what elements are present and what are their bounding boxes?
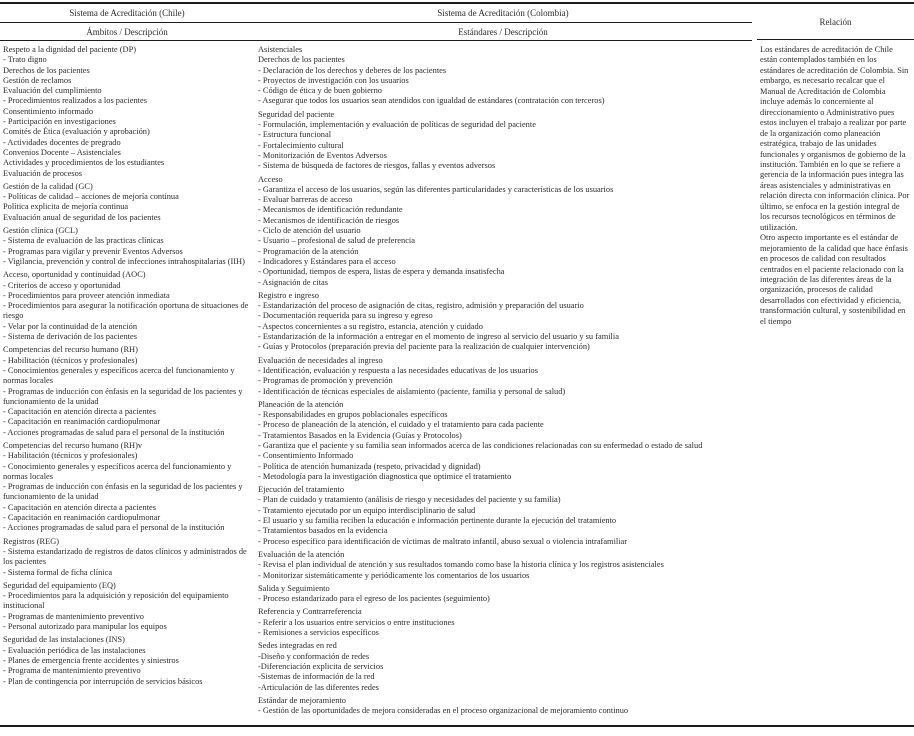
colombia-item: - Responsabilidades en grupos poblacionales específicos (258, 410, 448, 420)
colombia-item: - Indicadores y Estándares para el acceso (258, 256, 396, 266)
chile-group-heading: Competencias del recurso humano (RH)v (3, 440, 143, 450)
chile-group-heading: Gestión de la calidad (GC) (3, 181, 93, 191)
colombia-group-heading: Referencia y Contrarreferencia (258, 607, 362, 617)
chile-group (3, 182, 254, 223)
colombia-item: - Estructura funcional (258, 130, 332, 140)
chile-item: - Programas de mantenimiento preventivo (3, 611, 144, 621)
chile-item: Convenios Docente – Asistenciales (3, 147, 121, 157)
colombia-item: - Tratamientos basados en la evidencia (258, 526, 388, 536)
chile-item: - Evaluación periódica de las instalaciones (3, 645, 146, 655)
colombia-item: - Garantiza el acceso de los usuarios, según las diferentes particularidades y características de los usuarios (258, 184, 614, 194)
colombia-item: -Articulación de las diferentes redes (258, 682, 379, 692)
header-left-block (0, 4, 752, 41)
chile-column-subtitle: Ámbitos / Descripción (86, 26, 168, 37)
chile-item: - Personal autorizado para manipular los equipos (3, 622, 167, 632)
colombia-column-subtitle: Estándares / Descripción (458, 26, 548, 37)
chile-item: - Criterios de acceso y oportunidad (3, 280, 121, 290)
chile-item: - Políticas de calidad – acciones de mejoría continua (3, 192, 179, 202)
chile-item: - Trato digno (3, 55, 47, 65)
colombia-item: - Tratamiento ejecutado por un equipo interdisciplinario de salud (258, 505, 476, 515)
colombia-item: - Usuario – profesional de salud de preferencia (258, 236, 415, 246)
colombia-group (258, 55, 754, 106)
colombia-item: - Garantiza que el paciente y su familia sean informados acerca de las condiciones relacionadas con su enfermedad o estado de salud (258, 440, 703, 450)
colombia-item: - Programación de la atención (258, 246, 359, 256)
colombia-item: - Mecanismos de identificación redundante (258, 205, 403, 215)
colombia-group (258, 696, 754, 717)
colombia-item: - Formulación, implementación y evaluación de políticas de seguridad del paciente (258, 120, 536, 130)
colombia-item: - Política de atención humanizada (respeto, privacidad y dignidad) (258, 461, 481, 471)
colombia-item: -Sistemas de información de la red (258, 672, 375, 682)
chile-item: Gestión de reclamos (3, 75, 72, 85)
colombia-item: - Sistema de búsqueda de factores de riesgos, fallas y eventos adversos (258, 161, 496, 171)
chile-group-heading: Registros (REG) (3, 536, 60, 546)
chile-item: - Habilitación (técnicos y profesionales) (3, 355, 138, 365)
chile-item: - Programas de inducción con énfasis en la seguridad de los pacientes y funcionamiento de la unidad (3, 482, 243, 502)
colombia-group-heading: Evaluación de la atención (258, 549, 345, 559)
chile-item: - Sistema estandarizado de registros de datos clínicos y administrados de los pacientes (3, 546, 247, 567)
colombia-item: - Identificación de técnicas especiales de aislamiento (paciente, familia y personal de salud) (258, 386, 566, 396)
chile-group (3, 270, 254, 342)
colombia-item: - Proceso de planeación de la atención, el cuidado y el tratamiento para cada paciente (258, 420, 544, 430)
chile-item: - Sistema formal de ficha clínica (3, 567, 113, 577)
chile-column-title: Sistema de Acreditación (Chile) (69, 8, 185, 18)
colombia-item: - Mecanismos de identificación de riesgos (258, 215, 400, 225)
colombia-group (258, 641, 754, 692)
chile-item: Evaluación anual de seguridad de los pacientes (3, 212, 161, 222)
chile-item: - Actividades docentes de pregrado (3, 137, 121, 147)
colombia-item: - Monitorizar sistemáticamente y periódicamente los comentarios de los usuarios (258, 570, 530, 580)
colombia-group-heading: Sedes integradas en red (258, 641, 337, 651)
chile-group (3, 581, 254, 632)
chile-item: - Sistema de derivación de los pacientes (3, 332, 137, 342)
chile-item: - Plan de contingencia por interrupción de servicios básicos (3, 676, 203, 686)
chile-item: - Conocimientos generales y específicos acerca del funcionamiento y normas locales (3, 365, 235, 386)
colombia-item: - Estandarización del proceso de asignación de citas, registro, admisión y preparación del usuario (258, 301, 584, 311)
chile-item: - Acciones programadas de salud para el personal de la institución (3, 427, 225, 437)
chile-item: Derechos de los pacientes (3, 65, 90, 75)
chile-item: - Capacitación en atención directa a pacientes (3, 502, 156, 512)
colombia-group-heading: Derechos de los pacientes (258, 55, 345, 65)
chile-item: Evaluación de procesos (3, 168, 83, 178)
chile-item: - Programa de mantenimiento preventivo (3, 666, 141, 676)
chile-item: - Capacitación en reanimación cardiopulmonar (3, 417, 161, 427)
chile-item: - Participación en investigaciones (3, 117, 116, 127)
chile-item: Actividades y procedimientos de los estudiantes (3, 158, 165, 168)
colombia-item: -Diferenciación explicita de servicios (258, 661, 384, 671)
colombia-item: - Evaluar barreras de acceso (258, 195, 353, 205)
colombia-item: - Metodología para la investigación diagnostica que optimice el tratamiento (258, 471, 512, 481)
chile-group (3, 226, 254, 267)
colombia-group-heading: Ejecución del tratamiento (258, 485, 345, 495)
colombia-group-heading: Estándar de mejoramiento (258, 695, 346, 705)
chile-item: - Sistema de evaluación de las practicas clínicas (3, 236, 164, 246)
colombia-item: - Aspectos concernientes a su registro, estancia, atención y cuidado (258, 321, 483, 331)
chile-item: - Conocimiento generales y específicos acerca del funcionamiento y normas locales (3, 461, 232, 481)
chile-item: Consentimiento informado (3, 106, 94, 116)
colombia-item: - El usuario y su familia reciben la educación e información pertinente durante la ejecución del tratamiento (258, 516, 617, 526)
colombia-item: - Guías y Protocolos (preparación previa del paciente para la realización de cualquier intervención) (258, 342, 590, 352)
chile-item: - Planes de emergencia frente accidentes y siniestros (3, 655, 179, 665)
colombia-group (258, 356, 754, 397)
colombia-group-heading: Seguridad del paciente (258, 109, 335, 119)
chile-group (3, 45, 254, 179)
colombia-group (258, 291, 754, 353)
chile-item: Política explicita de mejoría continua (3, 202, 129, 212)
colombia-group (258, 485, 754, 547)
colombia-item: - Proceso estandarizado para el egreso de los pacientes (seguimiento) (258, 594, 490, 604)
header-row-subtitles (0, 23, 752, 41)
colombia-group-heading: Registro e ingreso (258, 290, 319, 300)
chile-item: - Vigilancia, prevención y control de infecciones intrahospitalarias (IIH) (3, 256, 245, 266)
chile-item: - Programas para vigilar y prevenir Eventos Adversos (3, 246, 183, 256)
colombia-item: - Asegurar que todos los usuarios sean atendidos con igualdad de estándares (contratación con terceros) (258, 96, 605, 106)
chile-group-heading: Gestión clínica (GCL) (3, 226, 78, 236)
chile-group-heading: Competencias del recurso humano (RH) (3, 345, 138, 355)
chile-group-heading: Respeto a la dignidad del paciente (DP) (3, 45, 137, 54)
colombia-group (258, 550, 754, 581)
chile-item: - Capacitación en reanimación cardiopulmonar (3, 513, 161, 523)
colombia-item: - Asignación de citas (258, 277, 329, 287)
chile-item: - Programas de inducción con énfasis en la seguridad de los pacientes y funcionamiento de la unidad (3, 386, 243, 406)
header-row-titles (0, 4, 752, 23)
colombia-group (258, 607, 754, 638)
colombia-item: - Código de ética y de buen gobierno (258, 86, 382, 96)
chile-group (3, 441, 254, 534)
table-body (0, 45, 914, 723)
colombia-group (258, 110, 754, 172)
colombia-group (258, 400, 754, 482)
chile-item: Evaluación del cumplimiento (3, 86, 102, 96)
colombia-item: - Ciclo de atención del usuario (258, 226, 361, 236)
colombia-item: - Remisiones a servicios específicos (258, 628, 379, 638)
chile-item: - Procedimientos para proveer atención inmediata (3, 290, 170, 300)
colombia-group-heading: Acceso (258, 174, 283, 184)
chile-column (0, 45, 254, 723)
colombia-item: - Fortalecimiento cultural (258, 140, 344, 150)
colombia-item: - Programas de promoción y prevención (258, 376, 393, 386)
colombia-item: - Gestión de las oportunidades de mejora consideradas en el proceso organizacional de mejoramiento continuo (258, 706, 629, 716)
colombia-item: - Referir a los usuarios entre servicios o entre instituciones (258, 617, 455, 627)
chile-group-heading: Seguridad del equipamiento (EQ) (3, 580, 116, 590)
colombia-group (258, 584, 754, 605)
colombia-item: - Tratamientos Basados en la Evidencia (Guías y Protocolos) (258, 430, 462, 440)
colombia-column-title: Sistema de Acreditación (Colombia) (437, 8, 569, 18)
colombia-item: - Proceso específico para identificación de víctimas de maltrato infantil, abuso sexual o violencia intrafamiliar (258, 536, 628, 546)
colombia-column (258, 45, 754, 723)
colombia-item: - Documentación requerida para su ingreso y egreso (258, 311, 433, 321)
chile-group (3, 635, 254, 686)
chile-group (3, 537, 254, 578)
colombia-item: - Revisa el plan individual de atención y sus resultados tomando como base la historia clínica y los registros asistenciales (258, 560, 664, 570)
relacion-column (760, 45, 914, 723)
chile-group-heading: Seguridad de las instalaciones (INS) (3, 635, 125, 645)
colombia-item: - Oportunidad, tiempos de espera, listas de espera y demanda insatisfecha (258, 267, 505, 277)
colombia-item: - Declaración de los derechos y deberes de los pacientes (258, 65, 447, 75)
chile-item: - Procedimientos realizados a los pacientes (3, 96, 147, 106)
colombia-group-heading: Evaluación de necesidades al ingreso (258, 355, 383, 365)
colombia-item: - Plan de cuidado y tratamiento (análisis de riesgo y necesidades del paciente y su familia) (258, 495, 561, 505)
relacion-column-title: Relación (757, 4, 914, 40)
colombia-group-heading: Planeación de la atención (258, 399, 344, 409)
colombia-group (258, 175, 754, 288)
chile-group (3, 345, 254, 438)
colombia-item: - Identificación, evaluación y respuesta a las necesidades educativas de los usuarios (258, 365, 538, 375)
chile-item: - Capacitación en atención directa a pacientes (3, 407, 156, 417)
chile-item: Comités de Ética (evaluación y aprobación) (3, 127, 150, 137)
colombia-item: -Diseño y conformación de redes (258, 651, 370, 661)
colombia-group-heading: Salida y Seguimiento (258, 583, 330, 593)
chile-item: - Procedimientos para la adquisición y reposición del equipamiento institucional (3, 591, 229, 611)
chile-item: - Procedimientos para asegurar la notificación oportuna de situaciones de riesgo (3, 301, 249, 321)
chile-item: - Acciones programadas de salud para el personal de la institución (3, 523, 225, 533)
colombia-item: - Monitorización de Eventos Adversos (258, 150, 387, 160)
relacion-paragraph: Otro aspecto importante es el estándar de mejoramiento de la calidad que hace énfasis en procesos de calidad con resultados centrados en el paciente relacionado con la integración de las diferentes áreas de la organización, procesos de calidad desarrollados con efectividad y eficiencia, transformación cultural, y sostenibilidad en el tiempo (760, 233, 908, 326)
bottom-rule (0, 725, 914, 727)
chile-item: - Velar por la continuidad de la atención (3, 321, 138, 331)
colombia-item: - Proyectos de investigación con los usuarios (258, 75, 409, 85)
chile-item: - Habilitación (técnicos y profesionales) (3, 451, 138, 461)
colombia-item: - Consentimiento Informado (258, 451, 354, 461)
colombia-item: - Estandarización de la información a entregar en el momento de ingreso al servicio del usuario y su familia (258, 332, 619, 342)
relacion-paragraph: Los estándares de acreditación de Chile están contemplados también en los estándares de acreditación de Colombia. Sin embargo, es necesario recalcar que el Manual de Acreditación de Colombia incluye además lo concerniente al direccionamiento o Administrativo pues estos incluyen el trabajo a realizar por parte de la organización como planeación estratégica, trabajo de las unidades funcionales y organismos de gobierno de la institución. También en lo que se refiere a gerencia de la información pues integra las áreas asistenciales y administrativas en relación directa con información clínica. Por último, se enfoca en la gestión integral de los recursos tecnológicos en términos de utilización. (760, 45, 910, 232)
colombia-section-label: Asistenciales (258, 45, 303, 54)
chile-group-heading: Acceso, oportunidad y continuidad (AOC) (3, 270, 146, 280)
